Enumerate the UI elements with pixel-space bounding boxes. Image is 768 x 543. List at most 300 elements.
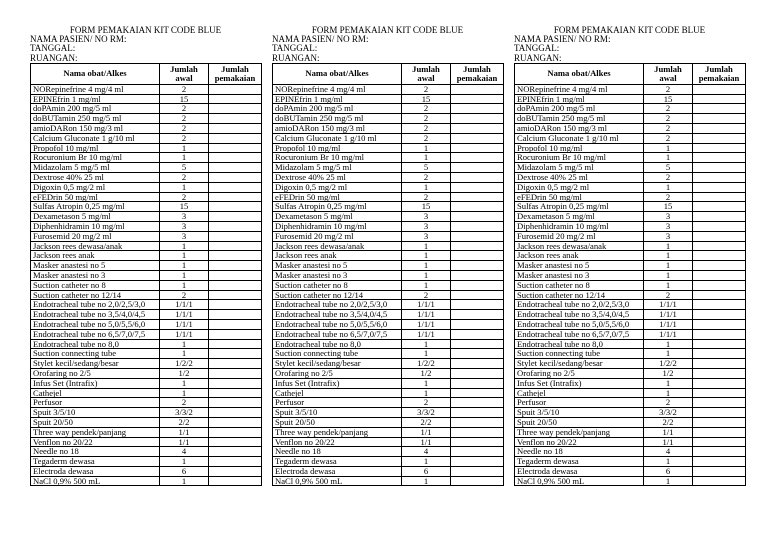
item-usage-qty[interactable]: [209, 378, 262, 388]
item-usage-qty[interactable]: [209, 368, 262, 378]
item-usage-qty[interactable]: [693, 476, 746, 486]
table-row: [515, 270, 746, 280]
item-initial-qty: 15: [160, 94, 209, 104]
table-row: [273, 251, 504, 261]
item-name: Calcium Gluconate 1 g/10 ml: [31, 133, 160, 143]
item-usage-qty[interactable]: [209, 212, 262, 222]
table-row: [31, 251, 262, 261]
item-usage-qty[interactable]: [209, 202, 262, 212]
item-usage-qty[interactable]: [451, 251, 504, 261]
item-usage-qty[interactable]: [451, 114, 504, 124]
item-initial-qty: 1/1: [644, 427, 693, 437]
table-row: [515, 280, 746, 290]
item-usage-qty[interactable]: [209, 251, 262, 261]
item-name: Calcium Gluconate 1 g/10 ml: [273, 133, 402, 143]
table-row: [273, 378, 504, 388]
item-initial-qty: 2: [402, 172, 451, 182]
table-row: [515, 192, 746, 202]
item-usage-qty[interactable]: [693, 192, 746, 202]
table-row: [273, 153, 504, 163]
item-usage-qty[interactable]: [693, 202, 746, 212]
item-usage-qty[interactable]: [451, 124, 504, 134]
item-usage-qty[interactable]: [693, 280, 746, 290]
item-initial-qty: 15: [402, 202, 451, 212]
item-usage-qty[interactable]: [451, 427, 504, 437]
table-row: [515, 368, 746, 378]
item-initial-qty: 3: [402, 231, 451, 241]
item-initial-qty: 1/1/1: [644, 329, 693, 339]
item-usage-qty[interactable]: [451, 388, 504, 398]
item-initial-qty: 3: [160, 212, 209, 222]
item-usage-qty[interactable]: [693, 241, 746, 251]
item-usage-qty[interactable]: [693, 143, 746, 153]
item-name: Dextrose 40% 25 ml: [515, 172, 644, 182]
item-name: Suction catheter no 12/14: [273, 290, 402, 300]
item-usage-qty[interactable]: [693, 447, 746, 457]
item-usage-qty[interactable]: [209, 349, 262, 359]
item-usage-qty[interactable]: [693, 329, 746, 339]
table-row: [31, 408, 262, 418]
item-usage-qty[interactable]: [209, 182, 262, 192]
item-usage-qty[interactable]: [451, 398, 504, 408]
item-usage-qty[interactable]: [693, 319, 746, 329]
table-row: [273, 437, 504, 447]
item-name: Infus Set (Intrafix): [515, 378, 644, 388]
item-name: Venflon no 20/22: [515, 437, 644, 447]
item-usage-qty[interactable]: [451, 163, 504, 173]
item-initial-qty: 1: [644, 339, 693, 349]
item-usage-qty[interactable]: [693, 359, 746, 369]
item-usage-qty[interactable]: [209, 310, 262, 320]
item-name: Orofaring no 2/5: [515, 368, 644, 378]
item-initial-qty: 1: [402, 457, 451, 467]
item-usage-qty[interactable]: [451, 270, 504, 280]
item-usage-qty[interactable]: [209, 163, 262, 173]
item-name: Suction catheter no 8: [273, 280, 402, 290]
table-row: [515, 163, 746, 173]
table-row: [273, 104, 504, 114]
item-usage-qty[interactable]: [209, 437, 262, 447]
item-initial-qty: 2: [402, 84, 451, 94]
col-header-usage-qty: Jumlah pemakaian: [693, 63, 746, 84]
table-row: [273, 182, 504, 192]
item-usage-qty[interactable]: [451, 339, 504, 349]
item-usage-qty[interactable]: [693, 231, 746, 241]
item-name: Rocuronium Br 10 mg/ml: [515, 153, 644, 163]
item-usage-qty[interactable]: [693, 133, 746, 143]
item-usage-qty[interactable]: [693, 182, 746, 192]
item-usage-qty[interactable]: [209, 133, 262, 143]
item-name: eFEDrin 50 mg/ml: [273, 192, 402, 202]
table-row: [273, 290, 504, 300]
table-row: [515, 359, 746, 369]
table-row: [515, 457, 746, 467]
item-name: Diphenhidramin 10 mg/ml: [515, 221, 644, 231]
item-usage-qty[interactable]: [693, 349, 746, 359]
item-name: Spuit 20/50: [31, 417, 160, 427]
table-row: [31, 290, 262, 300]
item-name: Stylet kecil/sedang/besar: [273, 359, 402, 369]
table-row: [31, 476, 262, 486]
item-usage-qty[interactable]: [693, 84, 746, 94]
item-initial-qty: 6: [402, 466, 451, 476]
table-row: [31, 114, 262, 124]
usage-table: [514, 63, 746, 487]
item-usage-qty[interactable]: [693, 212, 746, 222]
item-name: Dextrose 40% 25 ml: [31, 172, 160, 182]
item-usage-qty[interactable]: [209, 398, 262, 408]
table-row: [515, 94, 746, 104]
item-initial-qty: 2: [644, 398, 693, 408]
item-usage-qty[interactable]: [209, 192, 262, 202]
table-row: [31, 359, 262, 369]
item-usage-qty[interactable]: [693, 94, 746, 104]
item-usage-qty[interactable]: [693, 104, 746, 114]
item-usage-qty[interactable]: [451, 457, 504, 467]
item-usage-qty[interactable]: [693, 398, 746, 408]
item-usage-qty[interactable]: [693, 221, 746, 231]
col-header-initial-qty: Jumlah awal: [160, 63, 209, 84]
item-usage-qty[interactable]: [209, 143, 262, 153]
item-usage-qty[interactable]: [209, 476, 262, 486]
item-name: Electroda dewasa: [515, 466, 644, 476]
item-initial-qty: 1: [644, 378, 693, 388]
item-initial-qty: 1: [402, 349, 451, 359]
item-usage-qty[interactable]: [209, 280, 262, 290]
item-usage-qty[interactable]: [209, 231, 262, 241]
item-name: Perfusor: [31, 398, 160, 408]
item-initial-qty: 1/1/1: [402, 300, 451, 310]
item-initial-qty: 1: [644, 251, 693, 261]
item-usage-qty[interactable]: [209, 388, 262, 398]
item-usage-qty[interactable]: [451, 319, 504, 329]
table-row: [515, 378, 746, 388]
item-initial-qty: 5: [160, 163, 209, 173]
item-initial-qty: 2: [160, 104, 209, 114]
item-initial-qty: 1: [160, 457, 209, 467]
item-usage-qty[interactable]: [451, 368, 504, 378]
item-usage-qty[interactable]: [209, 241, 262, 251]
table-row: [273, 261, 504, 271]
item-initial-qty: 2: [402, 104, 451, 114]
item-initial-qty: 2: [644, 114, 693, 124]
item-name: doBUTamin 250 mg/5 ml: [31, 114, 160, 124]
item-usage-qty[interactable]: [693, 153, 746, 163]
item-usage-qty[interactable]: [693, 290, 746, 300]
col-header-name: Nama obat/Alkes: [515, 63, 644, 84]
item-usage-qty[interactable]: [693, 388, 746, 398]
item-name: Dexametason 5 mg/ml: [273, 212, 402, 222]
item-usage-qty[interactable]: [451, 290, 504, 300]
item-initial-qty: 1: [402, 241, 451, 251]
item-usage-qty[interactable]: [693, 172, 746, 182]
item-usage-qty[interactable]: [209, 408, 262, 418]
item-initial-qty: 1: [160, 261, 209, 271]
patient-label: NAMA PASIEN/ NO RM:: [272, 34, 369, 45]
table-row: [515, 300, 746, 310]
item-usage-qty[interactable]: [693, 339, 746, 349]
room-label: RUANGAN:: [30, 52, 78, 63]
table-row: [515, 172, 746, 182]
item-name: NaCl 0,9% 500 mL: [31, 476, 160, 486]
col-header-usage-qty: Jumlah pemakaian: [209, 63, 262, 84]
item-usage-qty[interactable]: [451, 466, 504, 476]
item-usage-qty[interactable]: [209, 339, 262, 349]
table-row: [273, 202, 504, 212]
item-name: Three way pendek/panjang: [273, 427, 402, 437]
table-row: [515, 221, 746, 231]
item-initial-qty: 1/1/1: [160, 300, 209, 310]
table-row: [31, 163, 262, 173]
usage-table: [30, 63, 262, 487]
item-initial-qty: 1/1/1: [402, 310, 451, 320]
item-initial-qty: 3/3/2: [644, 408, 693, 418]
item-initial-qty: 1/1/1: [644, 319, 693, 329]
item-usage-qty[interactable]: [209, 104, 262, 114]
item-name: Suction catheter no 12/14: [515, 290, 644, 300]
item-usage-qty[interactable]: [693, 300, 746, 310]
item-usage-qty[interactable]: [209, 300, 262, 310]
item-name: Spuit 3/5/10: [515, 408, 644, 418]
item-usage-qty[interactable]: [451, 94, 504, 104]
item-name: eFEDrin 50 mg/ml: [515, 192, 644, 202]
item-usage-qty[interactable]: [209, 359, 262, 369]
item-initial-qty: 2: [160, 398, 209, 408]
item-initial-qty: 1: [160, 339, 209, 349]
item-usage-qty[interactable]: [693, 437, 746, 447]
item-name: Digoxin 0,5 mg/2 ml: [273, 182, 402, 192]
item-usage-qty[interactable]: [451, 261, 504, 271]
item-usage-qty[interactable]: [693, 378, 746, 388]
item-name: Endotracheal tube no 5,0/5,5/6,0: [273, 319, 402, 329]
item-usage-qty[interactable]: [693, 417, 746, 427]
item-usage-qty[interactable]: [693, 251, 746, 261]
item-name: Venflon no 20/22: [31, 437, 160, 447]
item-usage-qty[interactable]: [693, 270, 746, 280]
item-usage-qty[interactable]: [209, 329, 262, 339]
item-usage-qty[interactable]: [451, 172, 504, 182]
table-row: [31, 447, 262, 457]
item-usage-qty[interactable]: [451, 300, 504, 310]
item-name: Digoxin 0,5 mg/2 ml: [515, 182, 644, 192]
item-initial-qty: 1/2: [160, 368, 209, 378]
table-row: [31, 192, 262, 202]
item-initial-qty: 1: [644, 153, 693, 163]
item-initial-qty: 5: [644, 163, 693, 173]
item-usage-qty[interactable]: [209, 94, 262, 104]
item-usage-qty[interactable]: [451, 104, 504, 114]
table-row: [273, 349, 504, 359]
item-name: Endotracheal tube no 6,5/7,0/7,5: [31, 329, 160, 339]
item-usage-qty[interactable]: [451, 310, 504, 320]
table-row: [515, 261, 746, 271]
table-row: [273, 300, 504, 310]
table-row: [31, 124, 262, 134]
item-initial-qty: 3: [402, 221, 451, 231]
item-name: Needle no 18: [31, 447, 160, 457]
item-name: Propofol 10 mg/ml: [31, 143, 160, 153]
item-usage-qty[interactable]: [451, 329, 504, 339]
item-initial-qty: 2: [160, 84, 209, 94]
item-usage-qty[interactable]: [451, 182, 504, 192]
item-usage-qty[interactable]: [451, 378, 504, 388]
item-usage-qty[interactable]: [693, 427, 746, 437]
item-usage-qty[interactable]: [451, 359, 504, 369]
item-usage-qty[interactable]: [451, 133, 504, 143]
item-usage-qty[interactable]: [451, 231, 504, 241]
item-initial-qty: 1/1/1: [160, 319, 209, 329]
table-row: [31, 94, 262, 104]
item-initial-qty: 2: [160, 192, 209, 202]
item-usage-qty[interactable]: [209, 84, 262, 94]
table-row: [31, 466, 262, 476]
item-initial-qty: 2: [644, 133, 693, 143]
item-name: Stylet kecil/sedang/besar: [515, 359, 644, 369]
item-usage-qty[interactable]: [451, 476, 504, 486]
item-name: Masker anastesi no 3: [515, 270, 644, 280]
table-row: [273, 133, 504, 143]
item-initial-qty: 2: [402, 398, 451, 408]
patient-label: NAMA PASIEN/ NO RM:: [514, 34, 611, 45]
item-usage-qty[interactable]: [451, 202, 504, 212]
item-usage-qty[interactable]: [451, 408, 504, 418]
form-title: FORM PEMAKAIAN KIT CODE BLUE: [311, 25, 464, 35]
item-usage-qty[interactable]: [693, 457, 746, 467]
item-name: doPAmin 200 mg/5 ml: [273, 104, 402, 114]
item-name: Spuit 20/50: [273, 417, 402, 427]
table-row: [273, 163, 504, 173]
table-row: [31, 133, 262, 143]
item-name: doBUTamin 250 mg/5 ml: [273, 114, 402, 124]
item-usage-qty[interactable]: [451, 437, 504, 447]
item-initial-qty: 2: [160, 133, 209, 143]
item-usage-qty[interactable]: [209, 290, 262, 300]
item-usage-qty[interactable]: [451, 417, 504, 427]
item-name: Diphenhidramin 10 mg/ml: [273, 221, 402, 231]
item-name: Rocuronium Br 10 mg/ml: [273, 153, 402, 163]
item-usage-qty[interactable]: [209, 417, 262, 427]
table-row: [515, 202, 746, 212]
item-initial-qty: 15: [160, 202, 209, 212]
item-usage-qty[interactable]: [209, 319, 262, 329]
item-usage-qty[interactable]: [209, 114, 262, 124]
item-name: Sulfas Atropin 0,25 mg/ml: [273, 202, 402, 212]
item-usage-qty[interactable]: [209, 153, 262, 163]
item-usage-qty[interactable]: [451, 212, 504, 222]
item-initial-qty: 6: [160, 466, 209, 476]
item-usage-qty[interactable]: [693, 163, 746, 173]
item-usage-qty[interactable]: [693, 261, 746, 271]
item-usage-qty[interactable]: [209, 270, 262, 280]
item-usage-qty[interactable]: [209, 261, 262, 271]
item-initial-qty: 15: [644, 202, 693, 212]
item-name: Venflon no 20/22: [273, 437, 402, 447]
table-row: [31, 398, 262, 408]
item-initial-qty: 3: [644, 221, 693, 231]
item-usage-qty[interactable]: [209, 466, 262, 476]
item-usage-qty[interactable]: [209, 221, 262, 231]
item-name: Furosemid 20 mg/2 ml: [515, 231, 644, 241]
item-name: Propofol 10 mg/ml: [273, 143, 402, 153]
item-initial-qty: 2/2: [402, 417, 451, 427]
item-name: Furosemid 20 mg/2 ml: [31, 231, 160, 241]
item-usage-qty[interactable]: [693, 408, 746, 418]
item-usage-qty[interactable]: [451, 447, 504, 457]
item-usage-qty[interactable]: [451, 153, 504, 163]
item-usage-qty[interactable]: [209, 124, 262, 134]
item-usage-qty[interactable]: [209, 447, 262, 457]
item-usage-qty[interactable]: [451, 221, 504, 231]
item-initial-qty: 1/2: [402, 368, 451, 378]
item-initial-qty: 1/1: [160, 437, 209, 447]
item-initial-qty: 15: [402, 94, 451, 104]
table-row: [515, 476, 746, 486]
table-row: [31, 182, 262, 192]
item-usage-qty[interactable]: [451, 84, 504, 94]
item-usage-qty[interactable]: [693, 114, 746, 124]
item-initial-qty: 1: [402, 339, 451, 349]
item-name: NaCl 0,9% 500 mL: [515, 476, 644, 486]
item-initial-qty: 1: [160, 153, 209, 163]
item-usage-qty[interactable]: [693, 124, 746, 134]
table-row: [515, 114, 746, 124]
table-row: [31, 319, 262, 329]
item-name: Masker anastesi no 5: [273, 261, 402, 271]
item-initial-qty: 2/2: [160, 417, 209, 427]
table-row: [515, 124, 746, 134]
item-initial-qty: 2: [644, 84, 693, 94]
item-name: Suction catheter no 8: [515, 280, 644, 290]
item-initial-qty: 1: [160, 378, 209, 388]
item-name: Perfusor: [515, 398, 644, 408]
item-usage-qty[interactable]: [451, 143, 504, 153]
item-name: Midazolam 5 mg/5 ml: [273, 163, 402, 173]
item-initial-qty: 1: [160, 182, 209, 192]
item-usage-qty[interactable]: [209, 457, 262, 467]
item-initial-qty: 1/1: [644, 437, 693, 447]
item-name: Jackson rees anak: [31, 251, 160, 261]
table-row: [273, 368, 504, 378]
col-header-usage-qty: Jumlah pemakaian: [451, 63, 504, 84]
item-usage-qty[interactable]: [209, 427, 262, 437]
item-usage-qty[interactable]: [451, 280, 504, 290]
item-initial-qty: 4: [160, 447, 209, 457]
item-usage-qty[interactable]: [693, 310, 746, 320]
item-name: Sulfas Atropin 0,25 mg/ml: [31, 202, 160, 212]
item-usage-qty[interactable]: [451, 192, 504, 202]
table-row: [515, 339, 746, 349]
item-initial-qty: 2: [160, 290, 209, 300]
item-name: Endotracheal tube no 2,0/2,5/3,0: [273, 300, 402, 310]
item-name: Endotracheal tube no 8,0: [31, 339, 160, 349]
item-usage-qty[interactable]: [693, 466, 746, 476]
item-usage-qty[interactable]: [209, 172, 262, 182]
item-name: Digoxin 0,5 mg/2 ml: [31, 182, 160, 192]
item-name: Masker anastesi no 5: [31, 261, 160, 271]
item-usage-qty[interactable]: [693, 368, 746, 378]
item-name: Spuit 3/5/10: [273, 408, 402, 418]
form-title: FORM PEMAKAIAN KIT CODE BLUE: [553, 25, 706, 35]
table-header-row: [31, 63, 262, 84]
item-name: Endotracheal tube no 2,0/2,5/3,0: [31, 300, 160, 310]
table-row: [273, 310, 504, 320]
item-usage-qty[interactable]: [451, 241, 504, 251]
item-usage-qty[interactable]: [451, 349, 504, 359]
item-initial-qty: 4: [644, 447, 693, 457]
room-label: RUANGAN:: [272, 52, 320, 63]
date-label: TANGGAL:: [514, 43, 560, 54]
table-row: [31, 427, 262, 437]
